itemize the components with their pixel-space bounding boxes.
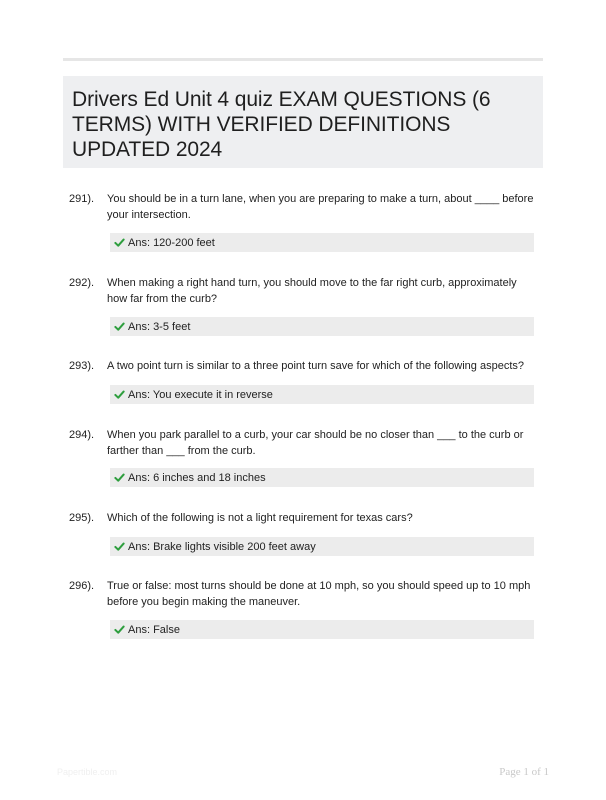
question-text: You should be in a turn lane, when you are preparing to make a turn, about ____ before your intersection. — [107, 193, 534, 221]
checkmark-icon — [114, 624, 125, 635]
checkmark-icon — [114, 541, 125, 552]
question-number: 292). — [69, 277, 95, 289]
checkmark-icon — [114, 321, 125, 332]
answer-text: Ans: You execute it in reverse — [128, 388, 273, 401]
top-divider — [63, 58, 543, 61]
answer-text: Ans: Brake lights visible 200 feet away — [128, 540, 316, 553]
question-number: 295). — [69, 512, 95, 524]
question-number: 291). — [69, 193, 95, 205]
question-number: 296). — [69, 580, 95, 592]
checkmark-icon — [114, 237, 125, 248]
answer-box — [110, 537, 534, 556]
answer-box — [110, 620, 534, 639]
question-number: 294). — [69, 429, 95, 441]
answer-text: Ans: False — [128, 623, 180, 636]
title-banner — [63, 76, 543, 168]
answer-text: Ans: 120-200 feet — [128, 236, 215, 249]
answer-text: Ans: 3-5 feet — [128, 320, 191, 333]
question-text: When you park parallel to a curb, your car should be no closer than ___ to the curb or farther than ___ from the curb. — [107, 429, 524, 457]
page-title: Drivers Ed Unit 4 quiz EXAM QUESTIONS (6 TERMS) WITH VERIFIED DEFINITIONS UPDATED 2024 — [72, 88, 491, 161]
page-number: Page 1 of 1 — [499, 766, 549, 778]
checkmark-icon — [114, 389, 125, 400]
question-text: True or false: most turns should be done at 10 mph, so you should speed up to 10 mph before you begin making the maneuver. — [107, 580, 531, 608]
answer-box — [110, 317, 534, 336]
question-number: 293). — [69, 360, 95, 372]
question-text: A two point turn is similar to a three point turn save for which of the following aspects? — [107, 360, 524, 372]
answer-box — [110, 385, 534, 404]
question-text: When making a right hand turn, you should move to the far right curb, approximately how far from the curb? — [107, 277, 517, 305]
answer-box — [110, 468, 534, 487]
checkmark-icon — [114, 472, 125, 483]
footer-watermark: Papertible.com — [57, 767, 118, 777]
answer-text: Ans: 6 inches and 18 inches — [128, 471, 266, 484]
answer-box — [110, 233, 534, 252]
question-text: Which of the following is not a light requirement for texas cars? — [107, 512, 413, 524]
